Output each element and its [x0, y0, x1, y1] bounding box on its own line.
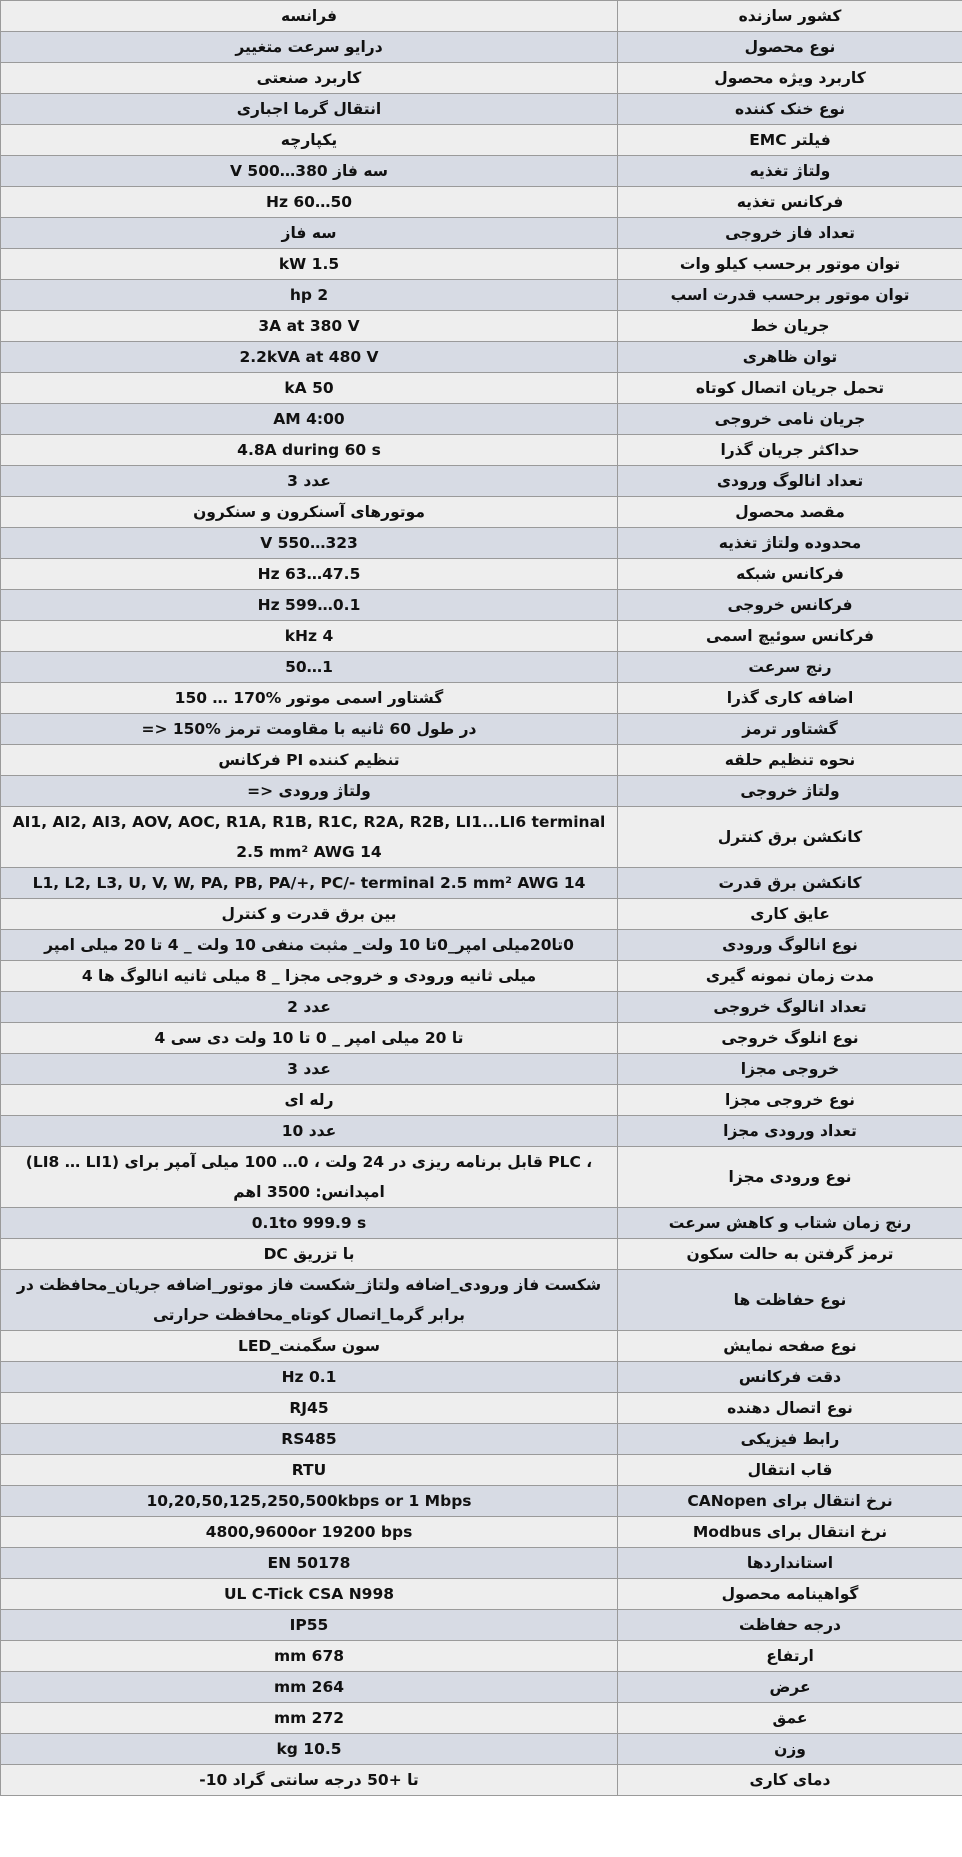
spec-label: نحوه تنظیم حلقه — [618, 745, 962, 776]
spec-value: شکست فاز ورودی_اضافه ولتاژ_شکست فاز موتور_اضافه جریان_محافظت در برابر گرما_اتصال کوتاه_محافظت حرارتی — [1, 1270, 618, 1331]
table-row — [1, 32, 962, 63]
spec-label: دقت فرکانس — [618, 1362, 962, 1393]
spec-label: درجه حفاظت — [618, 1610, 962, 1641]
spec-value: 0.1to 999.9 s — [1, 1208, 618, 1239]
spec-value: 47.5…63 Hz — [1, 559, 618, 590]
spec-label: فرکانس سوئیچ اسمی — [618, 621, 962, 652]
spec-label: گواهینامه محصول — [618, 1579, 962, 1610]
spec-value: گشتاور اسمی موتور %170 … 150 — [1, 683, 618, 714]
spec-value: رله ای — [1, 1085, 618, 1116]
table-row — [1, 466, 962, 497]
table-row — [1, 1331, 962, 1362]
spec-label: تعداد انالوگ خروجی — [618, 992, 962, 1023]
spec-label: تعداد انالوگ ورودی — [618, 466, 962, 497]
spec-value: 0.1 Hz — [1, 1362, 618, 1393]
table-row — [1, 899, 962, 930]
spec-label: محدوده ولتاژ تغذیه — [618, 528, 962, 559]
table-row — [1, 1270, 962, 1331]
spec-value: 10,20,50,125,250,500kbps or 1 Mbps — [1, 1486, 618, 1517]
table-row — [1, 435, 962, 466]
table-row — [1, 1486, 962, 1517]
spec-value: کاربرد صنعتی — [1, 63, 618, 94]
table-row — [1, 1424, 962, 1455]
spec-label: عرض — [618, 1672, 962, 1703]
spec-value: 0تا20میلی امپر_0تا 10 ولت_ مثبت منفی 10 ولت _ 4 تا 20 میلی امپر — [1, 930, 618, 961]
table-row — [1, 1208, 962, 1239]
spec-value: ولتاژ ورودی <= — [1, 776, 618, 807]
table-row — [1, 1672, 962, 1703]
table-row — [1, 342, 962, 373]
spec-label: ولتاژ تغذیه — [618, 156, 962, 187]
spec-label: کشور سازنده — [618, 1, 962, 32]
table-row — [1, 1517, 962, 1548]
spec-value: فرانسه — [1, 1, 618, 32]
table-row — [1, 1641, 962, 1672]
spec-label: نوع اتصال دهنده — [618, 1393, 962, 1424]
spec-label: جریان خط — [618, 311, 962, 342]
spec-value: RJ45 — [1, 1393, 618, 1424]
spec-value: RS485 — [1, 1424, 618, 1455]
spec-label: توان موتور برحسب قدرت اسب — [618, 280, 962, 311]
spec-value: 323…550 V — [1, 528, 618, 559]
spec-value: 50 kA — [1, 373, 618, 404]
spec-label: ترمز گرفتن به حالت سکون — [618, 1239, 962, 1270]
table-row — [1, 528, 962, 559]
spec-value: 2.2kVA at 480 V — [1, 342, 618, 373]
table-row — [1, 1116, 962, 1147]
spec-label: کانکشن برق کنترل — [618, 807, 962, 868]
spec-label: نوع انالوگ ورودی — [618, 930, 962, 961]
spec-value: 678 mm — [1, 1641, 618, 1672]
spec-value: UL C-Tick CSA N998 — [1, 1579, 618, 1610]
table-row — [1, 1548, 962, 1579]
table-row — [1, 280, 962, 311]
spec-value: 4800,9600or 19200 bps — [1, 1517, 618, 1548]
table-row — [1, 1765, 962, 1796]
spec-value: عدد 3 — [1, 1054, 618, 1085]
spec-label: نوع محصول — [618, 32, 962, 63]
spec-label: فرکانس تغذیه — [618, 187, 962, 218]
spec-value: سه فاز 380…500 V — [1, 156, 618, 187]
table-row — [1, 807, 962, 868]
table-row — [1, 621, 962, 652]
spec-value: درایو سرعت متغییر — [1, 32, 618, 63]
spec-value: عدد 10 — [1, 1116, 618, 1147]
table-row — [1, 1239, 962, 1270]
table-row — [1, 1054, 962, 1085]
spec-label: نرخ انتقال برای CANopen — [618, 1486, 962, 1517]
spec-value: RTU — [1, 1455, 618, 1486]
table-row — [1, 590, 962, 621]
spec-label: رنج زمان شتاب و کاهش سرعت — [618, 1208, 962, 1239]
table-row — [1, 652, 962, 683]
spec-value: 4.8A during 60 s — [1, 435, 618, 466]
spec-value: بین برق قدرت و کنترل — [1, 899, 618, 930]
spec-value: 1…50 — [1, 652, 618, 683]
spec-value: سه فاز — [1, 218, 618, 249]
spec-value: 0.1…599 Hz — [1, 590, 618, 621]
table-row — [1, 1579, 962, 1610]
spec-value: میلی ثانیه ورودی و خروجی مجزا _ 8 میلی ثانیه انالوگ ها 4 — [1, 961, 618, 992]
spec-value: عدد 3 — [1, 466, 618, 497]
spec-table-body — [1, 1, 962, 1796]
table-row — [1, 961, 962, 992]
table-row — [1, 683, 962, 714]
table-row — [1, 1362, 962, 1393]
spec-label: نوع صفحه نمایش — [618, 1331, 962, 1362]
spec-value: عدد 2 — [1, 992, 618, 1023]
spec-label: کاربرد ویژه محصول — [618, 63, 962, 94]
table-row — [1, 1023, 962, 1054]
spec-value: IP55 — [1, 1610, 618, 1641]
spec-value: سون سگمنت_LED — [1, 1331, 618, 1362]
table-row — [1, 1610, 962, 1641]
table-row — [1, 1734, 962, 1765]
spec-label: گشتاور ترمز — [618, 714, 962, 745]
spec-label: مقصد محصول — [618, 497, 962, 528]
spec-value: EN 50178 — [1, 1548, 618, 1579]
spec-label: عمق — [618, 1703, 962, 1734]
spec-label: جریان نامی خروجی — [618, 404, 962, 435]
spec-label: قاب انتقال — [618, 1455, 962, 1486]
spec-value: 1.5 kW — [1, 249, 618, 280]
table-row — [1, 1393, 962, 1424]
spec-label: فرکانس شبکه — [618, 559, 962, 590]
table-row — [1, 930, 962, 961]
spec-label: تعداد فاز خروجی — [618, 218, 962, 249]
table-row — [1, 125, 962, 156]
spec-value: در طول 60 ثانیه با مقاومت ترمز %150 <= — [1, 714, 618, 745]
spec-label: رنج سرعت — [618, 652, 962, 683]
spec-label: فرکانس خروجی — [618, 590, 962, 621]
spec-value: یکپارچه — [1, 125, 618, 156]
spec-label: توان ظاهری — [618, 342, 962, 373]
table-row — [1, 497, 962, 528]
spec-value: 4 kHz — [1, 621, 618, 652]
spec-value: 264 mm — [1, 1672, 618, 1703]
table-row — [1, 1455, 962, 1486]
spec-value: 50…60 Hz — [1, 187, 618, 218]
spec-label: خروجی مجزا — [618, 1054, 962, 1085]
spec-label: ارتفاع — [618, 1641, 962, 1672]
spec-label: مدت زمان نمونه گیری — [618, 961, 962, 992]
spec-label: نرخ انتقال برای Modbus — [618, 1517, 962, 1548]
spec-value: 10.5 kg — [1, 1734, 618, 1765]
spec-value: تا 20 میلی امپر _ 0 تا 10 ولت دی سی 4 — [1, 1023, 618, 1054]
spec-value: تا +50 درجه سانتی گراد 10- — [1, 1765, 618, 1796]
spec-label: وزن — [618, 1734, 962, 1765]
table-row — [1, 63, 962, 94]
spec-label: دمای کاری — [618, 1765, 962, 1796]
spec-label: رابط فیزیکی — [618, 1424, 962, 1455]
table-row — [1, 311, 962, 342]
spec-label: نوع انلوگ خروجی — [618, 1023, 962, 1054]
spec-label: کانکشن برق قدرت — [618, 868, 962, 899]
spec-label: تعداد ورودی مجزا — [618, 1116, 962, 1147]
spec-value: 2 hp — [1, 280, 618, 311]
spec-label: ولتاژ خروجی — [618, 776, 962, 807]
spec-value: تنظیم کننده PI فرکانس — [1, 745, 618, 776]
spec-value: 272 mm — [1, 1703, 618, 1734]
table-row — [1, 868, 962, 899]
table-row — [1, 992, 962, 1023]
table-row — [1, 714, 962, 745]
spec-value: 3A at 380 V — [1, 311, 618, 342]
table-row — [1, 1085, 962, 1116]
table-row — [1, 404, 962, 435]
table-row — [1, 745, 962, 776]
spec-label: عایق کاری — [618, 899, 962, 930]
spec-label: تحمل جریان اتصال کوتاه — [618, 373, 962, 404]
spec-value: 4:00 AM — [1, 404, 618, 435]
spec-label: نوع ورودی مجزا — [618, 1147, 962, 1208]
spec-label: فیلتر EMC — [618, 125, 962, 156]
table-row — [1, 559, 962, 590]
spec-label: استانداردها — [618, 1548, 962, 1579]
spec-value: با تزریق DC — [1, 1239, 618, 1270]
spec-label: حداکثر جریان گذرا — [618, 435, 962, 466]
table-row — [1, 373, 962, 404]
table-row — [1, 1147, 962, 1208]
table-row — [1, 1, 962, 32]
spec-value: انتقال گرما اجباری — [1, 94, 618, 125]
table-row — [1, 94, 962, 125]
table-row — [1, 187, 962, 218]
table-row — [1, 1703, 962, 1734]
table-row — [1, 249, 962, 280]
spec-value: AI1, AI2, AI3, AOV, AOC, R1A, R1B, R1C, R2A, R2B, LI1...LI6 terminal 2.5 mm² AWG 14 — [1, 807, 618, 868]
spec-label: نوع خروجی مجزا — [618, 1085, 962, 1116]
spec-label: توان موتور برحسب کیلو وات — [618, 249, 962, 280]
table-row — [1, 776, 962, 807]
spec-value: موتورهای آسنکرون و سنکرون — [1, 497, 618, 528]
spec-label: نوع خنک کننده — [618, 94, 962, 125]
spec-label: نوع حفاظت ها — [618, 1270, 962, 1331]
table-row — [1, 156, 962, 187]
table-row — [1, 218, 962, 249]
spec-value: L1, L2, L3, U, V, W, PA, PB, PA/+, PC/- terminal 2.5 mm² AWG 14 — [1, 868, 618, 899]
spec-label: اضافه کاری گذرا — [618, 683, 962, 714]
spec-value: ، PLC قابل برنامه ریزی در 24 ولت ، 0… 100 میلی آمپر برای (LI8 … LI1) امپدانس: 3500 اهم — [1, 1147, 618, 1208]
